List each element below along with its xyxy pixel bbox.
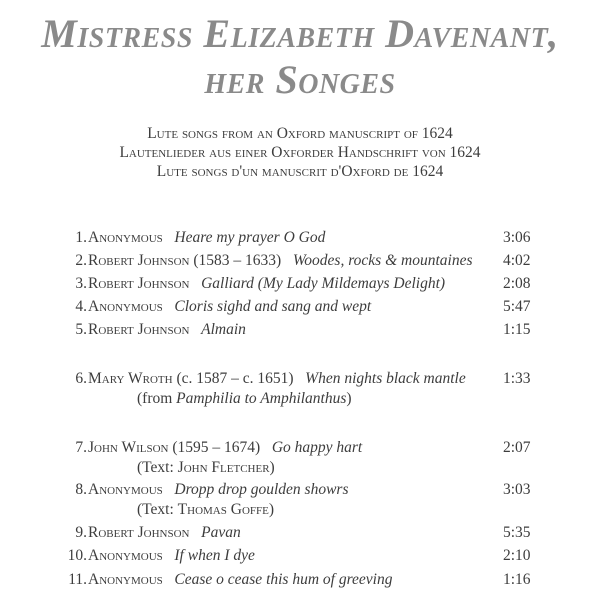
track-row — [0, 368, 600, 390]
track-8-note: (Text: Thomas Goffe) — [137, 501, 275, 518]
track-duration: 3:03 — [503, 481, 531, 498]
composer-name: John Wilson — [88, 439, 169, 456]
track-row — [0, 227, 600, 249]
subtitle-french: Lute songs d'un manuscrit d'Oxford de 1624 — [156, 163, 444, 180]
track-row — [0, 273, 600, 295]
track-number: 7. — [75, 439, 87, 456]
track-credit — [88, 296, 371, 318]
track-title: Go happy hart — [271, 439, 363, 456]
track-7-note: (Text: John Fletcher) — [137, 459, 275, 476]
track-title: Woodes, rocks & mountaines — [292, 252, 473, 269]
track-credit — [88, 319, 246, 341]
text-author: Thomas Goffe — [177, 501, 269, 518]
track-number: 9. — [75, 524, 87, 541]
composer-name: Robert Johnson — [88, 275, 190, 292]
composer-dates: (1583 – 1633) — [193, 252, 282, 269]
source-work: Pamphilia to Amphilanthus — [176, 390, 347, 407]
track-duration: 5:47 — [503, 298, 531, 315]
composer-dates: (c. 1587 – c. 1651) — [176, 370, 294, 387]
album-title-line-2: her Songes — [204, 57, 396, 102]
track-title: Galliard (My Lady Mildemays Delight) — [201, 275, 446, 292]
composer-name: Anonymous — [88, 298, 163, 315]
composer-name: Mary Wroth — [88, 370, 173, 387]
track-duration: 2:07 — [503, 439, 531, 456]
track-number: 5. — [75, 321, 87, 338]
composer-name: Robert Johnson — [88, 321, 190, 338]
track-title: Dropp drop goulden showrs — [174, 481, 349, 498]
track-title: Pavan — [201, 524, 241, 541]
track-credit — [88, 250, 473, 272]
album-title-line-1: Mistress Elizabeth Davenant, — [41, 11, 559, 56]
track-credit — [88, 522, 241, 544]
track-credit — [88, 569, 393, 591]
track-number: 11. — [68, 571, 87, 588]
track-credit — [88, 479, 349, 501]
track-6-note: (from Pamphilia to Amphilanthus) — [137, 390, 352, 407]
track-row — [0, 479, 600, 501]
track-row — [0, 250, 600, 272]
composer-name: Robert Johnson — [88, 252, 190, 269]
track-title: Cloris sighd and sang and wept — [174, 298, 372, 315]
composer-dates: (1595 – 1674) — [172, 439, 261, 456]
track-credit — [88, 545, 255, 567]
composer-name: Anonymous — [88, 229, 163, 246]
composer-name: Robert Johnson — [88, 524, 190, 541]
text-author: John Fletcher — [177, 459, 270, 476]
track-row — [0, 319, 600, 341]
track-title: Heare my prayer O God — [174, 229, 326, 246]
track-number: 2. — [75, 252, 87, 269]
track-duration: 2:08 — [503, 275, 531, 292]
track-row — [0, 569, 600, 591]
track-row — [0, 522, 600, 544]
track-credit — [88, 227, 325, 249]
track-duration: 2:10 — [503, 547, 531, 564]
track-title: When nights black mantle — [305, 370, 466, 387]
track-duration: 4:02 — [503, 252, 531, 269]
track-title: Almain — [201, 321, 246, 338]
track-duration: 5:35 — [503, 524, 531, 541]
subtitle-block — [0, 124, 600, 181]
track-credit — [88, 273, 445, 295]
track-duration: 3:06 — [503, 229, 531, 246]
track-number: 6. — [75, 370, 87, 387]
track-title: Cease o cease this hum of greeving — [174, 571, 393, 588]
track-number: 8. — [75, 481, 87, 498]
track-number: 3. — [75, 275, 87, 292]
composer-name: Anonymous — [88, 571, 163, 588]
subtitle-german: Lautenlieder aus einer Oxforder Handschrift von 1624 — [119, 144, 481, 161]
track-duration: 1:15 — [503, 321, 531, 338]
track-row — [0, 296, 600, 318]
track-row — [0, 437, 600, 459]
track-number: 10. — [67, 547, 87, 564]
track-duration: 1:16 — [503, 571, 531, 588]
track-row — [0, 545, 600, 567]
track-number: 1. — [75, 229, 87, 246]
track-credit — [88, 437, 362, 459]
track-credit — [88, 368, 466, 390]
track-title: If when I dye — [174, 547, 255, 564]
composer-name: Anonymous — [88, 481, 163, 498]
track-duration: 1:33 — [503, 370, 531, 387]
subtitle-english: Lute songs from an Oxford manuscript of 1624 — [147, 125, 453, 142]
composer-name: Anonymous — [88, 547, 163, 564]
track-number: 4. — [75, 298, 87, 315]
